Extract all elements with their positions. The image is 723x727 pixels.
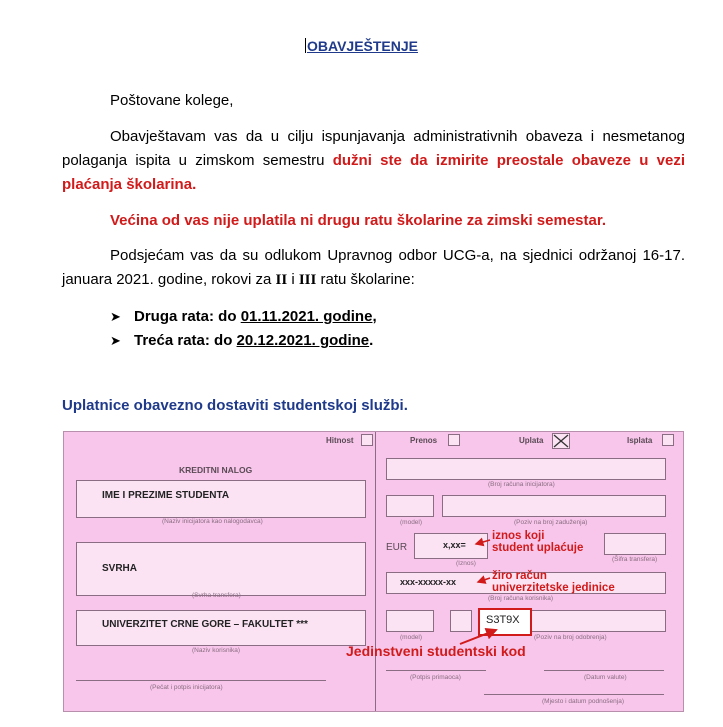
arrow-account [478,578,490,582]
bullet-label: Druga rata: do [134,308,241,325]
deadlines-text-a: Podsjećam vas da su odlukom Upravnog odbor UCG-a, na sjednici održanoj 16-17. januara 2021. godine, rokovi za [62,247,685,288]
paragraph-deadlines [62,244,685,292]
payer-name-text: IME I PREZIME STUDENTA [102,490,230,501]
place-date-label: (Mjesto i datum podnošenja) [542,698,625,705]
greeting: Poštovane kolege, [110,92,234,109]
payer-name-label: (Naziv inicijatora kao nalogodavca) [162,518,263,525]
student-code-text: S3T9X [486,614,520,626]
uplata-label: Uplata [519,436,544,445]
annotation-account-line2: univerzitetske jedinice [492,582,615,594]
arrow-bullet-icon: ➤ [110,333,121,348]
deadlines-and: i [287,271,299,288]
text-cursor [305,38,306,53]
page-title [0,38,723,54]
arrow-amount [476,540,490,544]
currency-label: EUR [386,542,408,553]
payment-slip [63,431,684,712]
amount-text: x,xx= [443,540,466,550]
title-text: OBAVJEŠTENJE [307,38,418,54]
bullet-third-installment [110,329,373,353]
recipient-text: UNIVERZITET CRNE GORE – FAKULTET *** [102,619,308,630]
purpose-label: (Svrha transfera) [192,592,241,599]
annotation-arrows [64,432,683,711]
receipt-label: (Potpis primaoca) [410,674,461,681]
slip-instruction-heading: Uplatnice obavezno dostaviti studentskoj službi. [62,397,408,414]
recipient-account-label: (Broj računa korisnika) [488,595,554,602]
prenos-label: Prenos [410,436,438,445]
transfer-code-label: (Šifra transfera) [612,556,658,563]
paragraph-obligations-text: Obavještavam vas da u cilju ispunjavanja administrativnih obaveza i nesmetanog polaganja ispita u zimskom semestru [62,128,685,169]
bullet-end: , [372,308,377,325]
recipient-account-text: xxx-xxxxx-xx [400,577,457,587]
approval-reference-label: (Poziv na broj odobrenja) [534,634,607,641]
annotation-amount-line2: student uplaćuje [492,542,584,554]
date-value-label: (Datum valute) [584,674,627,681]
unpaid-warning-text: Većina od vas nije uplatila ni drugu ratu školarine za zimski semestar. [110,212,607,229]
payer-account-label: (Broj računa inicijatora) [488,481,555,488]
purpose-text: SVRHA [102,563,138,574]
debit-reference-label: (Poziv na broj zaduženja) [514,519,588,526]
bullet-date: 20.12.2021. godine [236,332,370,349]
bullet-date: 01.11.2021. godine [240,308,373,325]
approval-model-label: (model) [400,634,423,641]
paragraph-obligations-highlight: dužni ste da izmirite preostale obaveze u vezi plaćanja školarina. [62,152,685,193]
arrow-student-code [460,630,496,644]
recipient-label: (Naziv korisnika) [192,647,241,654]
debit-model-label: (model) [400,519,423,526]
form-title: KREDITNI NALOG [179,465,253,475]
signature-label: (Pečat i potpis inicijatora) [150,684,223,691]
annotation-student-code: Jedinstveni studentski kod [346,643,526,659]
roman-ii: II [275,272,288,288]
isplata-label: Isplata [627,436,653,445]
bullet-second-installment [110,305,377,329]
paragraph-obligations [62,125,685,197]
annotation-amount-line1: iznos koji [492,530,545,542]
deadlines-text-b: ratu školarine: [316,271,415,288]
bullet-label: Treća rata: do [134,332,237,349]
paragraph-unpaid-warning [62,209,685,233]
bullet-end: . [369,332,374,349]
roman-iii: III [298,272,317,288]
arrow-bullet-icon: ➤ [110,309,121,324]
annotation-account-line1: žiro račun [492,570,547,582]
hitnost-label: Hitnost [326,436,354,445]
amount-label: (Iznos) [456,560,476,567]
